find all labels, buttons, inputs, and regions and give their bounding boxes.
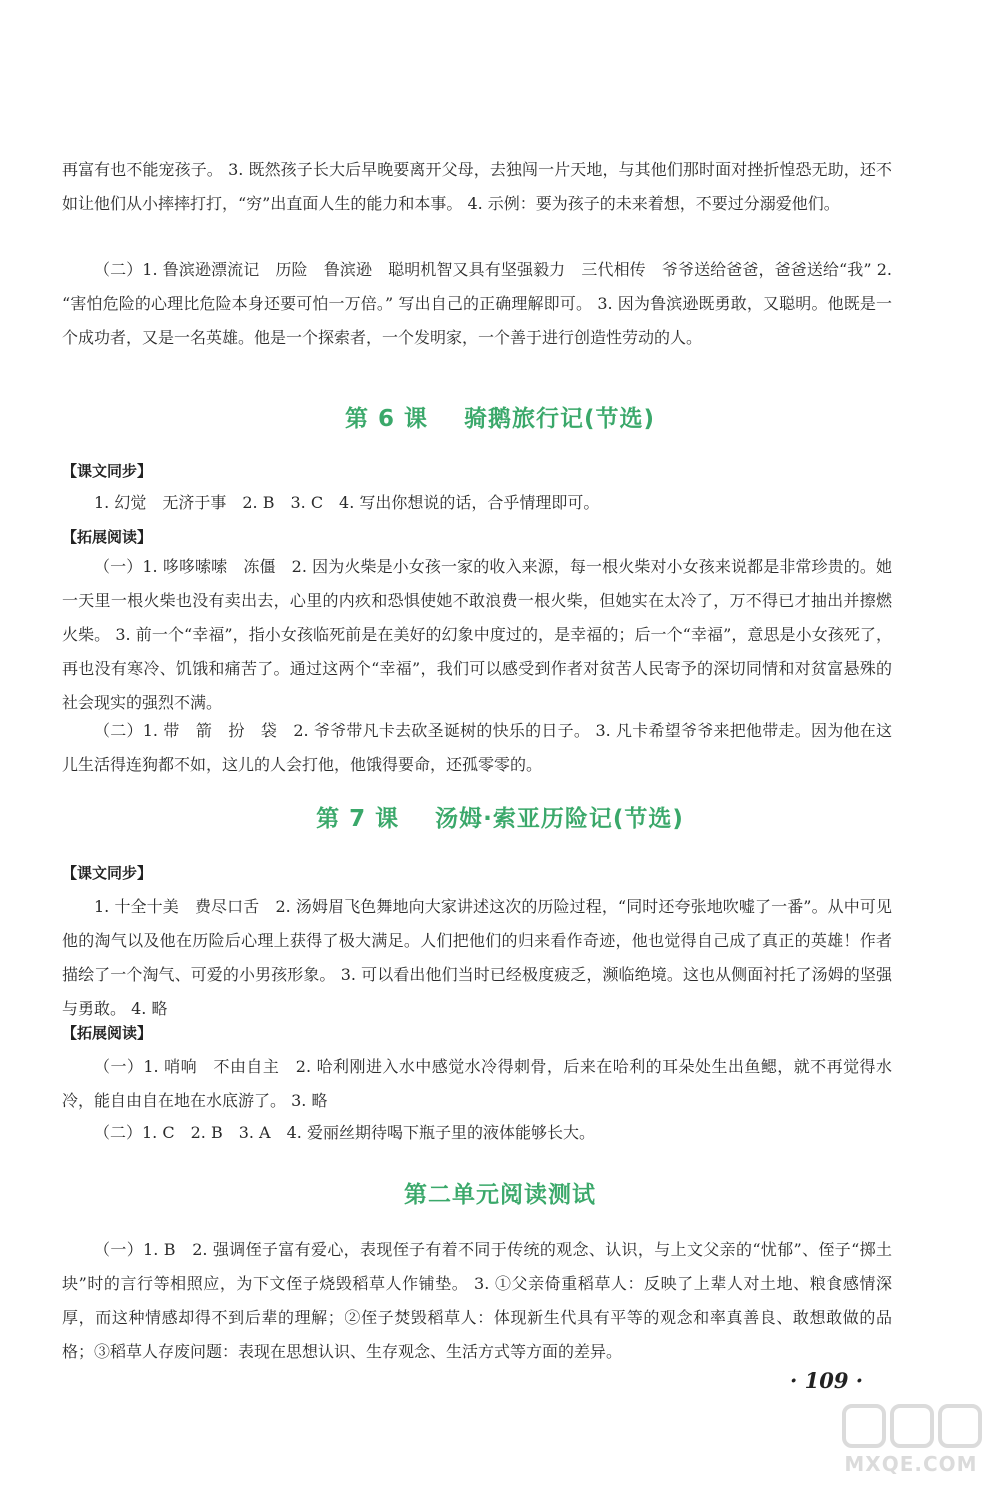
paragraph-part-two-answers: （二）1. 鲁滨逊漂流记 历险 鲁滨逊 聪明机智又具有坚强毅力 三代相传 爷爷送给爸爸，爸爸送给“我” 2. “害怕危险的心理比危险本身还要可怕一万倍。” 写出自己的正确理解即可。 3. 因为鲁滨逊既勇敢，又聪明。他既是一个成功者，又是一名英雄。他是一个探索者，一个发明家，一个善于进行创造性劳动的人。 (62, 260, 892, 347)
lesson-6-extended-part-two: （二）1. 带 箭 扮 袋 2. 爷爷带凡卡去砍圣诞树的快乐的日子。 3. 凡卡希望爷爷来把他带走。因为他在这儿生活得连狗都不如，这儿的人会打他，他饿得要命，还孤零零的。 (62, 721, 892, 774)
watermark-emblem-icon (836, 1400, 986, 1456)
lesson-7-extended-part-one: （一）1. 哨响 不由自主 2. 哈利刚进入水中感觉水冷得刺骨，后来在哈利的耳朵处生出鱼鳃，就不再觉得水冷，能自由自在地在水底游了。 3. 略 (62, 1057, 892, 1110)
lesson-7-extended-part-two: （二）1. C 2. B 3. A 4. 爱丽丝期待喝下瓶子里的液体能够长大。 (94, 1123, 595, 1142)
lesson-7-sync-answers: 1. 十全十美 费尽口舌 2. 汤姆眉飞色舞地向大家讲述这次的历险过程，“同时还夸张地吹嘘了一番”。从中可见他的淘气以及他在历险后心理上获得了极大满足。人们把他们的归来看作奇迹，他也觉得自己成了真正的英雄！作者描绘了一个淘气、可爱的小男孩形象。 3. 可以看出他们当时已经极度疲乏，濒临绝境。这也从侧面衬托了汤姆的坚强与勇敢。 4. 略 (62, 897, 892, 1018)
paragraph-continued-answers: 再富有也不能宠孩子。 3. 既然孩子长大后早晚要离开父母，去独闯一片天地，与其他们那时面对挫折惶恐无助，还不如让他们从小摔摔打打，“穷”出直面人生的能力和本事。 4. 示例：要为孩子的未来着想，不要过分溺爱他们。 (62, 160, 892, 213)
lesson-6-extended-tag: 【拓展阅读】 (62, 528, 153, 546)
page-number: · 109 · (790, 1368, 864, 1393)
lesson-6-name: 骑鹅旅行记(节选) (464, 406, 656, 432)
lesson-6-title (0, 400, 1000, 433)
lesson-7-title (0, 800, 1000, 833)
lesson-6-extended-part-one: （一）1. 哆哆嗦嗦 冻僵 2. 因为火柴是小女孩一家的收入来源，每一根火柴对小女孩来说都是非常珍贵的。她一天里一根火柴也没有卖出去，心里的内疚和恐惧使她不敢浪费一根火柴，但她实在太冷了，万不得已才抽出并擦燃火柴。 3. 前一个“幸福”，指小女孩临死前是在美好的幻象中度过的，是幸福的；后一个“幸福”，意思是小女孩死了，再也没有寒冷、饥饿和痛苦了。通过这两个“幸福”，我们可以感受到作者对贫苦人民寄予的深切同情和对贫富悬殊的社会现实的强烈不满。 (62, 557, 892, 712)
lesson-7-extended-tag: 【拓展阅读】 (62, 1024, 153, 1042)
lesson-7-name: 汤姆·索亚历险记(节选) (435, 806, 684, 832)
lesson-7-sync-tag: 【课文同步】 (62, 864, 153, 882)
unit-test-title: 第二单元阅读测试 (404, 1182, 596, 1208)
lesson-6-number: 第 6 课 (344, 406, 428, 432)
unit-test-answers: （一）1. B 2. 强调侄子富有爱心，表现侄子有着不同于传统的观念、认识，与上文父亲的“忧郁”、侄子“掷土块”时的言行等相照应，为下文侄子烧毁稻草人作铺垫。 3. ①父亲倚重稻草人：反映了上辈人对土地、粮食感情深厚，而这种情感却得不到后辈的理解；②侄子焚毁稻草人：体现新生代具有平等的观念和率真善良、敢想敢做的品格；③稻草人存废问题：表现在思想认识、生存观念、生活方式等方面的差异。 (62, 1240, 892, 1361)
watermark-logo (836, 1400, 986, 1480)
lesson-6-sync-answers: 1. 幻觉 无济于事 2. B 3. C 4. 写出你想说的话，合乎情理即可。 (94, 493, 600, 512)
lesson-7-number: 第 7 课 (316, 806, 400, 832)
lesson-6-sync-tag: 【课文同步】 (62, 462, 153, 480)
watermark-text: MXQE.COM (844, 1452, 978, 1476)
